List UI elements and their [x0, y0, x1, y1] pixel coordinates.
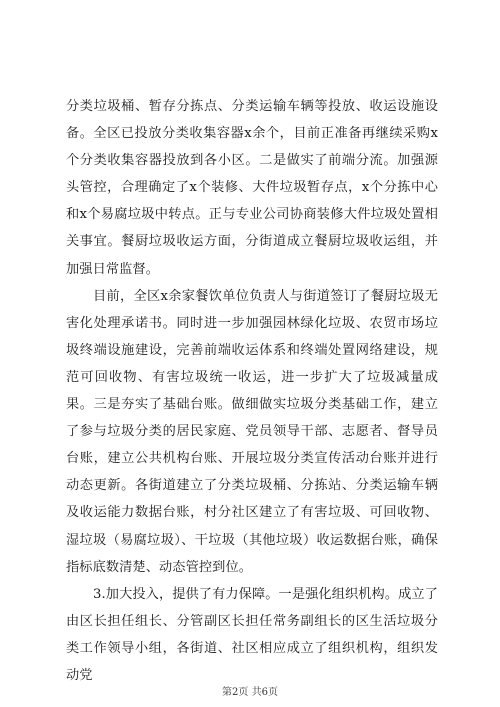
- paragraph-1: 分类垃圾桶、暂存分拣点、分类运输车辆等投放、收运设施设备。全区已投放分类收集容器x余个，目前正准备再继续采购x个分类收集容器投放到各小区。二是做实了前端分流。加强源头管控，合理确定了x个装修、大件垃圾暂存点，x个分拣中心和x个易腐垃圾中转点。正与专业公司协商装修大件垃圾处置相关事宜。餐厨垃圾收运方面，分街道成立餐厨垃圾收运组，并加强日常监督。: [66, 99, 438, 277]
- paragraph-3: 3.加大投入，提供了有力保障。一是强化组织机构。成立了由区长担任组长、分管副区长担任常务副组长的区生活垃圾分类工作领导小组，各街道、社区相应成立了组织机构，组织发动党: [66, 586, 438, 683]
- document-body: [66, 93, 438, 689]
- paragraph-2: 目前，全区x余家餐饮单位负责人与街道签订了餐厨垃圾无害化处理承诺书。同时进一步加强园林绿化垃圾、农贸市场垃圾终端设施建设，完善前端收运体系和终端处置网络建设，规范可回收物、有害垃圾统一收运，进一步扩大了垃圾减量成果。三是夯实了基础台账。做细做实垃圾分类基础工作，建立了参与垃圾分类的居民家庭、党员领导干部、志愿者、督导员台账，建立公共机构台账、开展垃圾分类宣传活动台账并进行动态更新。各街道建立了分类垃圾桶、分拣站、分类运输车辆及收运能力数据台账，村分社区建立了有害垃圾、可回收物、湿垃圾（易腐垃圾）、干垃圾（其他垃圾）收运数据台账，确保指标底数清楚、动态管控到位。: [66, 288, 438, 575]
- page-footer: 第2页 共6页: [222, 687, 278, 698]
